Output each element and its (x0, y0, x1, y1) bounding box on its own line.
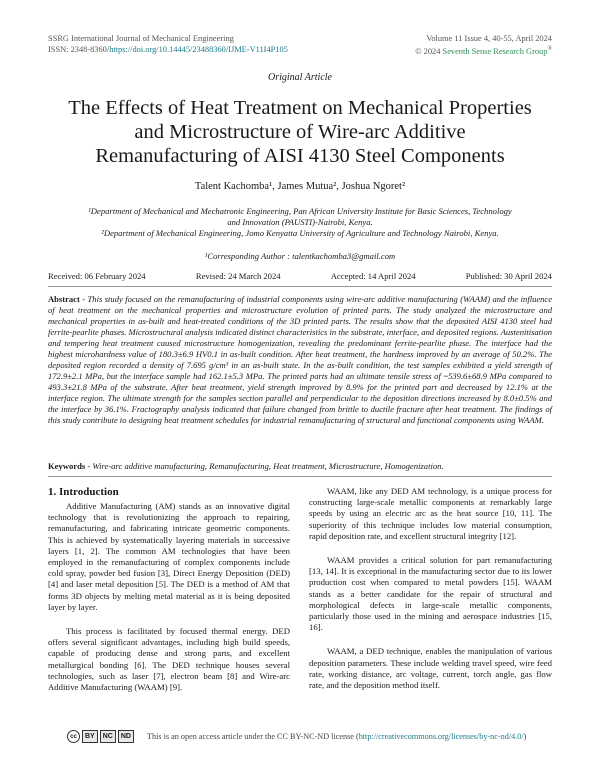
license-text: This is an open access article under the CC BY-NC-ND license (http://creativecommons.org/licenses/by-nc-nd/4.0/) (147, 732, 527, 741)
corresponding-author: ¹Corresponding Author : talentkachomba3@gmail.com (204, 251, 396, 261)
article-type: Original Article (268, 72, 332, 83)
nd-icon: ND (118, 730, 134, 743)
paragraph: WAAM provides a critical solution for part remanufacturing [13, 14]. It is exceptional in the manufacturing sector due to its lower production cost when compared to metal powders [15]. WAAM stands as a better candidate for the repair of structural and morphological defects in large-scale metallic components, particularly those used in the mining and aerospace industries [15, 16]. (309, 555, 552, 633)
right-column (309, 486, 552, 704)
keywords-text: - Wire-arc additive manufacturing, Remanufacturing, Heat treatment, Microstructure, Homogenization. (85, 461, 444, 471)
affiliations: ¹Department of Mechanical and Mechatronic Engineering, Pan African University Institute for Basic Sciences, Technology and Innovation (PAUSTI)-Nairobi, Kenya. ²Department of Mechanical Engineering, Jomo Kenyatta University of Agriculture and Technology Nairobi, Kenya. (88, 206, 512, 238)
issn-doi (48, 44, 288, 55)
keywords (48, 461, 552, 471)
paragraph: This process is facilitated by focused thermal energy. DED offers several significant advantages, including high build speeds, capable of producing dense and strong parts, and excellent metallurgical bonding [6]. The DED technique houses several technologies, such as laser [7], electron beam [8] and Wire-arc Additive Manufacturing (WAAM) [9]. (48, 626, 290, 693)
license-link[interactable]: http://creativecommons.org/licenses/by-nc-nd/4.0/ (358, 732, 524, 741)
paragraph: WAAM, like any DED AM technology, is a unique process for constructing large-scale metallic components at remarkably large speeds by using an electric arc as the heat source [10, 11]. The superiority of this technique includes low material consumption, rapid deposition rate, and excellent structural integrity [12]. (309, 486, 552, 541)
abstract-text: - This study focused on the remanufacturing of industrial components using wire-arc additive manufacturing (WAAM) and the influence of heat treatment on the mechanical properties and microstructure evolution of printed parts. The study analyzed the microstructure and mechanical properties in as-built and heat-treated conditions of the 3D printed parts. The results show that the deposited AISI 4130 steel had ferrite-pearlite phases. Microstructural analysis indicated distinct characteristics in the substrate, interface, and deposited regions. Austenitisation and tempering heat treatment caused microstructure homogenization, revealing the predominant ferrite-pearlite phase. The interface had the highest microhardness value of 180.3±6.9 HV0.1 in as-built condition. After heat treatment, the hardness improved by an average of 50.2%. The deposited region recorded a density of 7.695 g/cm³ in an as-built state. In the as-built condition, the test samples exhibited a yield strength of 172.9±2.1 MPa, but the interface sample had 162.1±5.3 MPa. The printed parts had an ultimate tensile stress of ~539.6±68.9 MPa compared to 493.3±21.8 MPa of the substrate. After heat treatment, yield strength improved by 8.9% for the printed part and decreased by 12.1% at the interface region. The ultimate strength for the samples section parallel and perpendicular to the deposition directions increased by 8.0±0.5% and the interface by 36.1%. Fractography analysis indicated that failure changed from brittle to ductile fracture after heat treatment. The findings of this study contribute to designing heat treatment schedules for industrial remanufacturing of structural and functional components using WAAM. (48, 294, 552, 425)
dates-row (48, 271, 552, 281)
keywords-label: Keywords (48, 461, 86, 471)
received-date: Received: 06 February 2024 (48, 271, 146, 281)
cc-icon: cc (67, 730, 80, 743)
paper-title: The Effects of Heat Treatment on Mechanical Properties and Microstructure of Wire-arc Additive Remanufacturing of AISI 4130 Steel Components (68, 97, 532, 167)
abstract (48, 294, 552, 426)
copyright: © 2024 Seventh Sense Research Group® (415, 46, 552, 56)
left-column (48, 501, 290, 706)
authors: Talent Kachomba¹, James Mutua², Joshua Ngoret² (194, 181, 406, 192)
doi-link[interactable]: https://doi.org/10.14445/23488360/IJME-V11I4P105 (109, 45, 288, 54)
published-date: Published: 30 April 2024 (465, 271, 552, 281)
paragraph: WAAM, a DED technique, enables the manipulation of various deposition parameters. These include welding travel speed, wire feed rate, working distance, arc voltage, current, torch angle, gas flow rate, and the deposition method itself. (309, 646, 552, 691)
cc-license-badge[interactable] (67, 730, 134, 743)
volume-info: Volume 11 Issue 4, 40-55, April 2024 (426, 34, 552, 43)
journal-name: SSRG International Journal of Mechanical Engineering (48, 34, 234, 43)
revised-date: Revised: 24 March 2024 (195, 271, 281, 281)
accepted-date: Accepted: 14 April 2024 (330, 271, 416, 281)
issn: ISSN: 2348-8360/ (48, 45, 110, 54)
paragraph: Additive Manufacturing (AM) stands as an innovative digital technology that is revolutionizing the approach to repairing, remanufacturing, and fabricating intricate geometric components. This is achieved by systematically layering materials in successive layers [1, 2]. The common AM technologies that have been employed in the remanufacturing of complex components include cold spray, powder bed fusion [3], Direct Energy Deposition (DED) [4] and laser metal deposition [5]. The DED is a method of AM that forms 3D objects by melting metal material as it is being deposited layer by layer. (48, 501, 290, 612)
divider (48, 476, 552, 477)
abstract-label: Abstract (48, 294, 80, 304)
divider (48, 286, 552, 287)
by-icon: BY (82, 730, 98, 743)
nc-icon: NC (100, 730, 116, 743)
section-heading: 1. Introduction (48, 486, 119, 498)
